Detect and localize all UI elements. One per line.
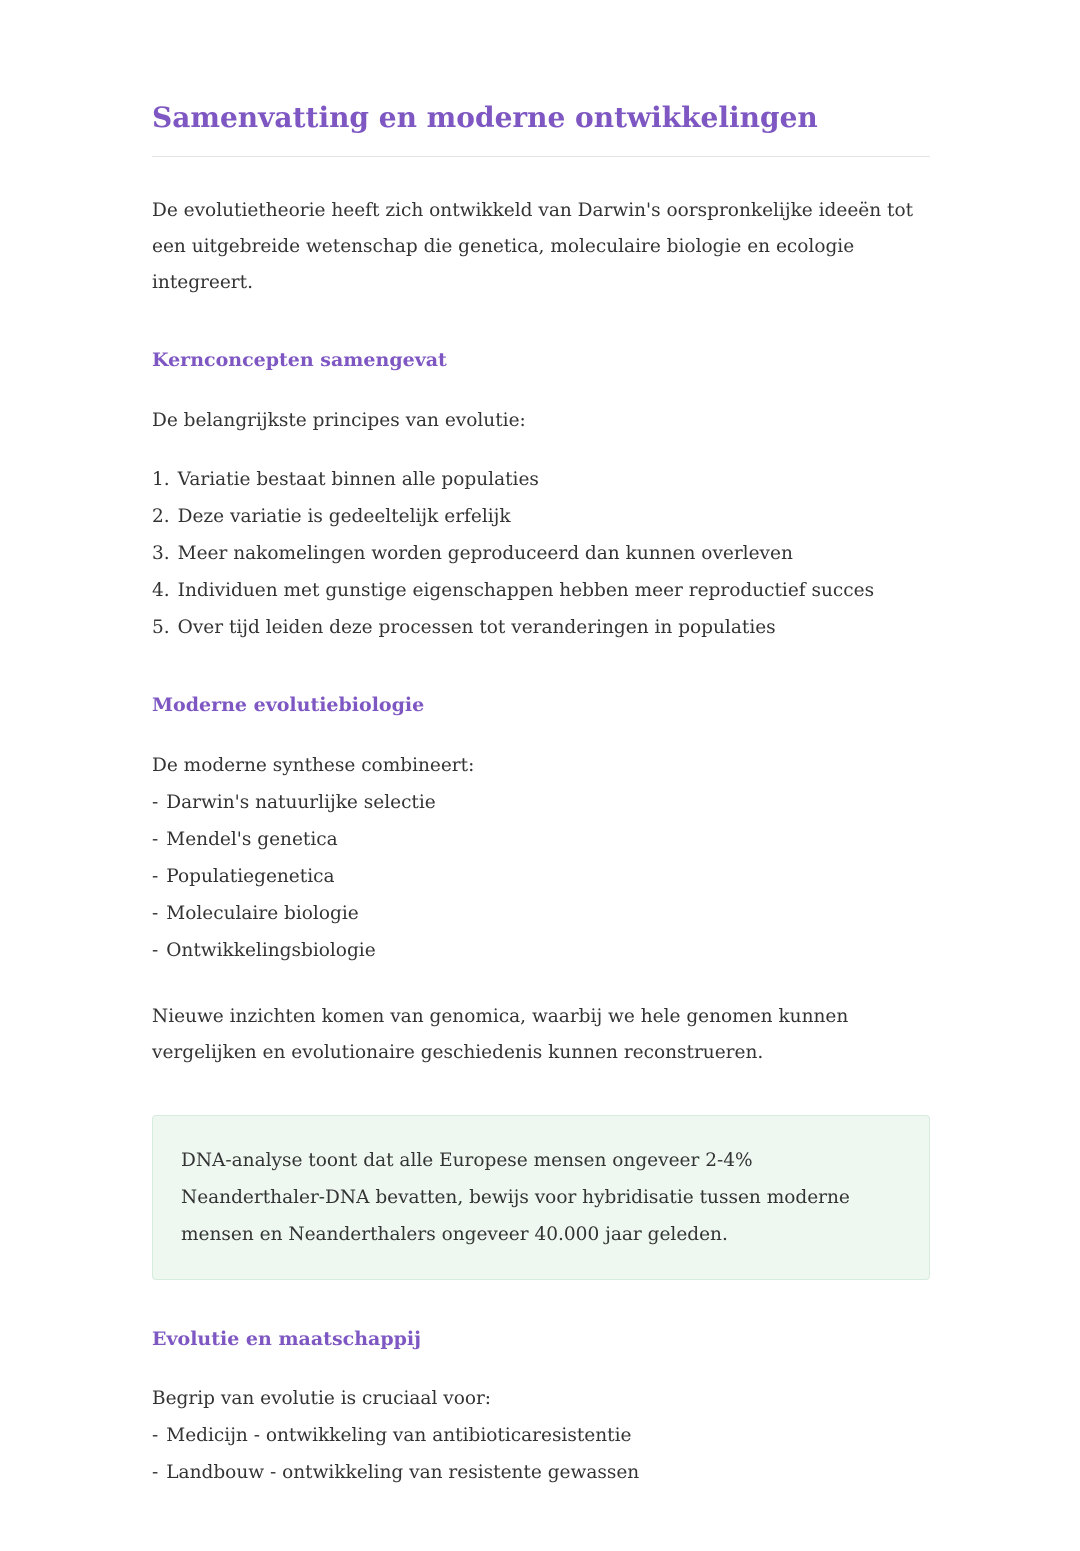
list-item xyxy=(152,498,930,535)
section-heading: Moderne evolutiebiologie xyxy=(152,693,425,716)
list-item xyxy=(152,572,930,609)
list-item xyxy=(152,895,930,932)
list-text: Landbouw - ontwikkeling van resistente gewassen xyxy=(166,1462,640,1484)
list-marker: - xyxy=(152,865,159,887)
section-heading: Kernconcepten samengevat xyxy=(152,349,447,372)
list-text: Mendel's genetica xyxy=(166,828,338,850)
list-text: Medicijn - ontwikkeling van antibioticaresistentie xyxy=(166,1425,632,1447)
list-marker: - xyxy=(152,1425,159,1447)
genomics-paragraph: Nieuwe inzichten komen van genomica, waarbij we hele genomen kunnen vergelijken en evolutionaire geschiedenis kunnen reconstrueren. xyxy=(152,1005,849,1063)
list-text: Populatiegenetica xyxy=(166,865,335,887)
list-marker: 5. xyxy=(152,616,170,638)
section-lead: De moderne synthese combineert: xyxy=(152,754,475,776)
list-marker: - xyxy=(152,902,159,924)
list-text: Deze variatie is gedeeltelijk erfelijk xyxy=(177,505,511,527)
dash-list xyxy=(152,1417,930,1491)
callout-text: DNA-analyse toont dat alle Europese mensen ongeveer 2-4% Neanderthaler-DNA bevatten, bewijs voor hybridisatie tussen moderne mensen en Neanderthalers ongeveer 40.000 jaar geleden. xyxy=(181,1149,850,1245)
list-item xyxy=(152,858,930,895)
list-item xyxy=(152,784,930,821)
list-item xyxy=(152,609,930,646)
list-text: Variatie bestaat binnen alle populaties xyxy=(177,468,539,490)
list-text: Moleculaire biologie xyxy=(166,902,359,924)
list-text: Individuen met gunstige eigenschappen hebben meer reproductief succes xyxy=(177,579,875,601)
section-lead: Begrip van evolutie is cruciaal voor: xyxy=(152,1388,492,1410)
list-marker: - xyxy=(152,1462,159,1484)
list-item xyxy=(152,535,930,572)
list-text: Ontwikkelingsbiologie xyxy=(166,939,376,961)
list-text: Meer nakomelingen worden geproduceerd dan kunnen overleven xyxy=(177,542,793,564)
dna-callout xyxy=(152,1115,930,1280)
list-item xyxy=(152,1454,930,1491)
section-kernconcepten xyxy=(152,347,930,646)
section-moderne-evolutiebiologie xyxy=(152,692,930,1280)
list-marker: 1. xyxy=(152,468,170,490)
list-item xyxy=(152,821,930,858)
list-marker: - xyxy=(152,828,159,850)
section-heading: Evolutie en maatschappij xyxy=(152,1327,421,1350)
list-text: Darwin's natuurlijke selectie xyxy=(166,791,436,813)
section-lead: De belangrijkste principes van evolutie: xyxy=(152,409,526,431)
list-marker: - xyxy=(152,791,159,813)
list-text: Over tijd leiden deze processen tot veranderingen in populaties xyxy=(177,616,776,638)
list-marker: 3. xyxy=(152,542,170,564)
list-item xyxy=(152,1417,930,1454)
list-marker: 2. xyxy=(152,505,170,527)
numbered-list xyxy=(152,461,930,646)
title-divider xyxy=(152,156,930,157)
list-item xyxy=(152,932,930,969)
list-marker: 4. xyxy=(152,579,170,601)
list-item xyxy=(152,461,930,498)
intro-paragraph: De evolutietheorie heeft zich ontwikkeld van Darwin's oorspronkelijke ideeën tot een uitgebreide wetenschap die genetica, moleculaire biologie en ecologie integreert. xyxy=(152,200,914,294)
list-marker: - xyxy=(152,939,159,961)
dash-list xyxy=(152,784,930,969)
section-evolutie-maatschappij xyxy=(152,1326,930,1492)
page-title: Samenvatting en moderne ontwikkelingen xyxy=(152,101,818,134)
